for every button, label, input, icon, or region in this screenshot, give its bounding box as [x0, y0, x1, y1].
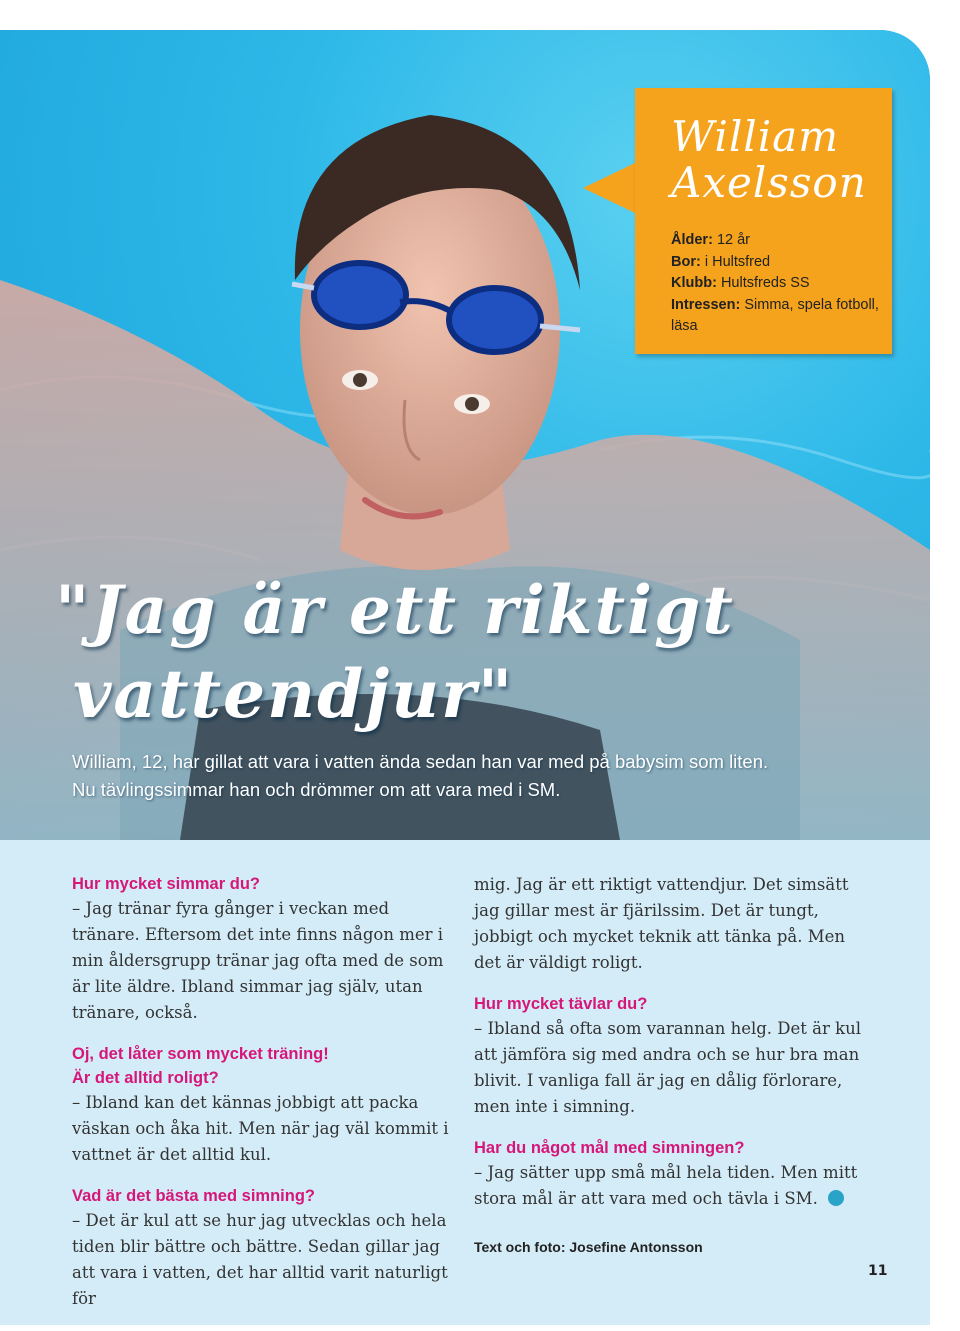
- question-2: Oj, det låter som mycket träning! Är det alltid roligt?: [72, 1045, 329, 1087]
- answer-2: – Ibland kan det kännas jobbigt att packa väskan och åka hit. Men när jag väl kommit i vattnet är det alltid kul.: [72, 1093, 449, 1164]
- profile-box-tail: [583, 162, 637, 214]
- left-column: [72, 872, 456, 1312]
- answer-3-continued: mig. Jag är ett riktigt vattendjur. Det simsätt jag gillar mest är fjärilssim. Det är tungt, jobbigt och mycket teknik att tänka på. Men det är väldigt roligt.: [474, 875, 849, 972]
- answer-3: – Det är kul att se hur jag utvecklas och hela tiden blir bättre och bättre. Sedan gillar jag att vara i vatten, det har alltid varit naturligt för: [72, 1211, 448, 1308]
- page-number: 11: [868, 1263, 888, 1279]
- answer-5: – Jag sätter upp små mål hela tiden. Men mitt stora mål är att vara med och tävla i SM.: [474, 1163, 858, 1208]
- answer-1: – Jag tränar fyra gånger i veckan med tränare. Eftersom det inte finns någon mer i min åldersgrupp tränar jag ofta med de som är lite äldre. Ibland simmar jag själv, utan tränare, också.: [72, 899, 444, 1022]
- page-frame: [0, 30, 930, 1325]
- question-4: Hur mycket tävlar du?: [474, 995, 648, 1013]
- headline: [55, 568, 895, 736]
- photo-credit: Text och foto: Josefine Antonsson: [474, 1239, 703, 1255]
- profile-box: [635, 88, 892, 354]
- profile-name-last: Axelsson: [671, 158, 867, 207]
- fact-club: Klubb: Hultsfreds SS: [671, 275, 810, 291]
- right-column: [474, 872, 864, 1260]
- profile-name-first: William: [671, 112, 840, 161]
- fact-interests: Intressen: Simma, spela fotboll, läsa: [671, 296, 879, 334]
- fact-lives: Bor: i Hultsfred: [671, 253, 771, 270]
- profile-facts: [671, 230, 881, 338]
- intro-text: William, 12, har gillat att vara i vatten ända sedan han var med på babysim som liten. Nu tävlingssimmar han och drömmer om att vara med i SM.: [72, 751, 769, 800]
- profile-name: [671, 114, 886, 206]
- question-5: Har du något mål med simningen?: [474, 1139, 745, 1157]
- end-dot-icon: [828, 1190, 844, 1206]
- answer-4: – Ibland så ofta som varannan helg. Det är kul att jämföra sig med andra och se hur bra man blivit. I vanliga fall är jag en dålig förlorare, men inte i simning.: [474, 1019, 862, 1116]
- headline-line1: "Jag är ett riktigt: [55, 571, 735, 649]
- question-1: Hur mycket simmar du?: [72, 875, 260, 893]
- headline-line2: vattendjur": [73, 655, 515, 733]
- fact-age: Ålder: 12 år: [671, 232, 750, 248]
- question-3: Vad är det bästa med simning?: [72, 1187, 315, 1205]
